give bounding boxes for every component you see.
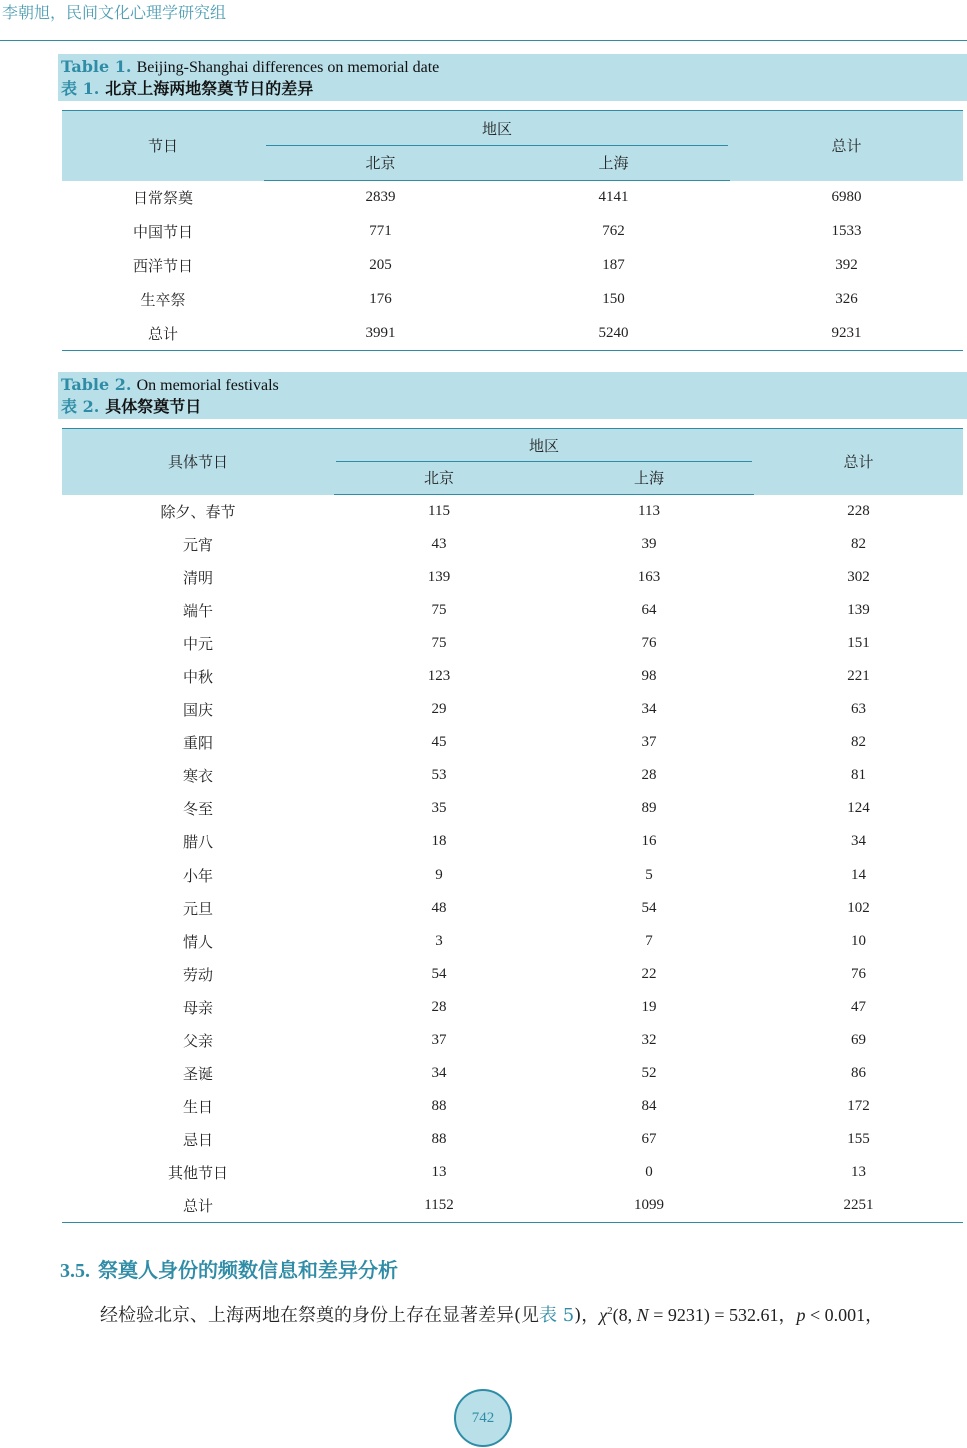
table2-caption	[58, 372, 967, 419]
value-cell: 84	[641, 1098, 657, 1115]
value-cell: 82	[851, 535, 866, 552]
value-cell: 28	[431, 998, 447, 1015]
value-cell: 10	[851, 932, 866, 949]
row-label-cell: 生日	[182, 1098, 213, 1117]
section-title: 祭奠人身份的频数信息和差异分析	[98, 1258, 398, 1282]
table-row	[62, 792, 963, 825]
value-cell: 163	[637, 568, 661, 585]
table1-caption-zh-title: 北京上海两地祭奠节日的差异	[105, 79, 314, 98]
row-label-cell: 国庆	[182, 701, 213, 720]
row-label-cell: 总计	[62, 1189, 334, 1222]
table-row	[62, 925, 963, 958]
value-cell: 0	[645, 1164, 653, 1181]
value-cell: 1533	[831, 223, 862, 239]
table1-header-festival: 节日	[62, 111, 264, 181]
table-row	[62, 561, 963, 594]
value-cell: 88	[431, 1131, 447, 1148]
table-row	[62, 249, 963, 283]
section-number: 3.5.	[60, 1260, 90, 1282]
table-row	[62, 1057, 963, 1090]
value-cell: 63	[851, 701, 866, 718]
paragraph-text-after: )，	[574, 1305, 600, 1326]
table-row	[62, 594, 963, 627]
value-cell: 151	[847, 634, 870, 651]
table1	[62, 110, 963, 351]
table-row	[62, 726, 963, 759]
section-heading	[60, 1254, 398, 1283]
value-cell: 86	[851, 1065, 866, 1082]
row-label-cell: 西洋节日	[132, 257, 193, 275]
value-cell: 6980	[831, 189, 862, 205]
table2-header-beijing: 北京	[334, 462, 544, 495]
value-cell: 115	[428, 502, 450, 519]
value-cell: 39	[641, 535, 657, 552]
p-symbol: p	[796, 1305, 806, 1325]
value-cell: 302	[847, 568, 870, 585]
row-label-cell: 腊八	[182, 833, 213, 852]
table-row	[62, 958, 963, 991]
value-cell: 52	[641, 1065, 657, 1082]
table-row	[62, 1189, 963, 1222]
value-cell: 150	[602, 291, 625, 307]
row-label-cell: 日常祭奠	[132, 189, 193, 207]
value-cell: 139	[847, 601, 870, 618]
value-cell: 22	[641, 965, 657, 982]
table1-header-shanghai: 上海	[497, 146, 730, 181]
value-cell: 155	[847, 1131, 870, 1148]
running-header	[0, 0, 967, 41]
row-label-cell: 重阳	[182, 734, 213, 753]
table1-caption	[58, 54, 967, 101]
chi-symbol: χ	[599, 1305, 608, 1325]
value-cell: 32	[641, 1032, 657, 1049]
n-symbol: N	[636, 1305, 649, 1325]
table-row	[62, 859, 963, 892]
table-row	[62, 693, 963, 726]
chi-superscript: 2	[607, 1305, 613, 1317]
value-cell: 19	[641, 998, 657, 1015]
row-label-cell: 情人	[182, 932, 213, 951]
value-cell: 2839	[365, 189, 396, 206]
page-number-badge	[454, 1389, 512, 1447]
table2	[62, 428, 963, 1223]
table2-header-festival: 具体节日	[62, 429, 334, 495]
value-cell: 47	[851, 998, 866, 1015]
value-cell: 124	[847, 800, 870, 817]
table1-body	[62, 181, 963, 351]
value-cell: 89	[641, 800, 657, 817]
value-cell: 762	[602, 223, 625, 239]
value-cell: 2251	[754, 1189, 963, 1222]
table2-header-total: 总计	[754, 429, 963, 495]
value-cell: 53	[431, 767, 447, 784]
table-row	[62, 495, 963, 528]
value-cell: 3991	[264, 317, 497, 351]
value-cell: 113	[638, 502, 660, 519]
table1-header-total: 总计	[730, 111, 963, 181]
value-cell: 28	[641, 767, 657, 784]
value-cell: 88	[431, 1098, 447, 1115]
value-cell: 48	[431, 899, 447, 916]
table1-header-region: 地区	[264, 111, 730, 146]
row-label-cell: 忌日	[182, 1131, 213, 1150]
row-label-cell: 总计	[62, 317, 264, 351]
table1-caption-en-title: Beijing-Shanghai differences on memorial date	[136, 59, 440, 76]
row-label-cell: 劳动	[182, 965, 213, 984]
value-cell: 82	[851, 734, 866, 751]
value-cell: 102	[847, 899, 870, 916]
body-paragraph	[62, 1297, 967, 1330]
table-row	[62, 215, 963, 249]
row-label-cell: 中秋	[182, 668, 213, 687]
value-cell: 75	[431, 634, 447, 651]
stat-end: < 0.001，	[805, 1305, 884, 1325]
table-row	[62, 660, 963, 693]
paragraph-text-before: 经检验北京、上海两地在祭奠的身份上存在显著差异(见	[100, 1305, 540, 1326]
table-row	[62, 1090, 963, 1123]
row-label-cell: 父亲	[182, 1032, 213, 1051]
value-cell: 18	[431, 833, 447, 850]
value-cell: 29	[431, 701, 447, 718]
value-cell: 139	[427, 568, 451, 585]
value-cell: 75	[431, 601, 447, 618]
value-cell: 98	[641, 668, 657, 685]
table-row	[62, 892, 963, 925]
table-row	[62, 1123, 963, 1156]
value-cell: 54	[431, 965, 447, 982]
value-cell: 1099	[544, 1189, 754, 1222]
value-cell: 34	[641, 701, 657, 718]
value-cell: 43	[431, 535, 447, 552]
value-cell: 3	[435, 932, 443, 949]
row-label-cell: 圣诞	[182, 1065, 213, 1084]
value-cell: 35	[431, 800, 447, 817]
table2-caption-en-label: Table 2.	[61, 375, 132, 394]
value-cell: 67	[641, 1131, 657, 1148]
table2-caption-zh-title: 具体祭奠节日	[105, 397, 202, 416]
table2-header-shanghai: 上海	[544, 462, 754, 495]
value-cell: 4141	[598, 189, 629, 206]
table-row	[62, 1024, 963, 1057]
value-cell: 9	[435, 866, 443, 883]
table2-caption-en-title: On memorial festivals	[136, 377, 279, 394]
table-5-link[interactable]: 表 5	[539, 1305, 575, 1326]
value-cell: 221	[847, 668, 870, 685]
table2-header-region: 地区	[334, 429, 754, 462]
table-row	[62, 759, 963, 792]
table-row	[62, 528, 963, 561]
row-label-cell: 除夕、春节	[160, 502, 236, 521]
value-cell: 5240	[497, 317, 730, 351]
value-cell: 771	[369, 223, 392, 239]
table-row	[62, 283, 963, 317]
value-cell: 5	[645, 866, 653, 883]
row-label-cell: 元宵	[182, 535, 213, 554]
value-cell: 64	[641, 601, 657, 618]
row-label-cell: 寒衣	[182, 767, 213, 786]
value-cell: 37	[431, 1032, 447, 1049]
value-cell: 13	[431, 1164, 447, 1181]
table-row	[62, 627, 963, 660]
table1-caption-en-label: Table 1.	[61, 57, 132, 76]
value-cell: 326	[835, 291, 858, 307]
table-row	[62, 181, 963, 215]
stat-mid: = 9231) = 532.61，	[648, 1305, 797, 1325]
value-cell: 54	[641, 899, 657, 916]
row-label-cell: 端午	[182, 601, 213, 620]
value-cell: 81	[851, 767, 866, 784]
value-cell: 34	[851, 833, 866, 850]
value-cell: 228	[847, 502, 870, 519]
table-row	[62, 991, 963, 1024]
page-number: 742	[471, 1409, 495, 1426]
value-cell: 76	[641, 634, 657, 651]
table2-caption-zh-label: 表 2.	[61, 397, 100, 416]
value-cell: 14	[851, 866, 866, 883]
value-cell: 37	[641, 734, 657, 751]
table-row	[62, 825, 963, 858]
table1-caption-zh-label: 表 1.	[61, 79, 100, 98]
row-label-cell: 小年	[182, 866, 213, 885]
value-cell: 76	[851, 965, 866, 982]
value-cell: 205	[369, 257, 392, 273]
value-cell: 123	[427, 668, 451, 685]
row-label-cell: 中元	[182, 634, 213, 653]
value-cell: 176	[369, 291, 392, 307]
table2-body	[62, 495, 963, 1223]
stat-open: (8,	[612, 1305, 637, 1325]
value-cell: 172	[847, 1098, 870, 1115]
value-cell: 7	[645, 932, 653, 949]
row-label-cell: 母亲	[182, 998, 213, 1017]
running-header-text: 李朝旭，民间文化心理学研究组	[2, 3, 227, 22]
table-row	[62, 317, 963, 351]
value-cell: 69	[851, 1032, 866, 1049]
value-cell: 13	[851, 1164, 866, 1181]
value-cell: 34	[431, 1065, 447, 1082]
row-label-cell: 中国节日	[132, 223, 193, 241]
value-cell: 45	[431, 734, 447, 751]
row-label-cell: 生卒祭	[140, 291, 186, 309]
table1-header-beijing: 北京	[264, 146, 497, 181]
row-label-cell: 冬至	[182, 800, 213, 819]
value-cell: 1152	[334, 1189, 544, 1222]
value-cell: 187	[602, 257, 625, 273]
row-label-cell: 清明	[182, 568, 213, 587]
table-row	[62, 1156, 963, 1189]
row-label-cell: 其他节日	[167, 1164, 228, 1183]
value-cell: 9231	[730, 317, 963, 351]
value-cell: 392	[835, 257, 858, 273]
row-label-cell: 元旦	[182, 899, 213, 918]
value-cell: 16	[641, 833, 657, 850]
